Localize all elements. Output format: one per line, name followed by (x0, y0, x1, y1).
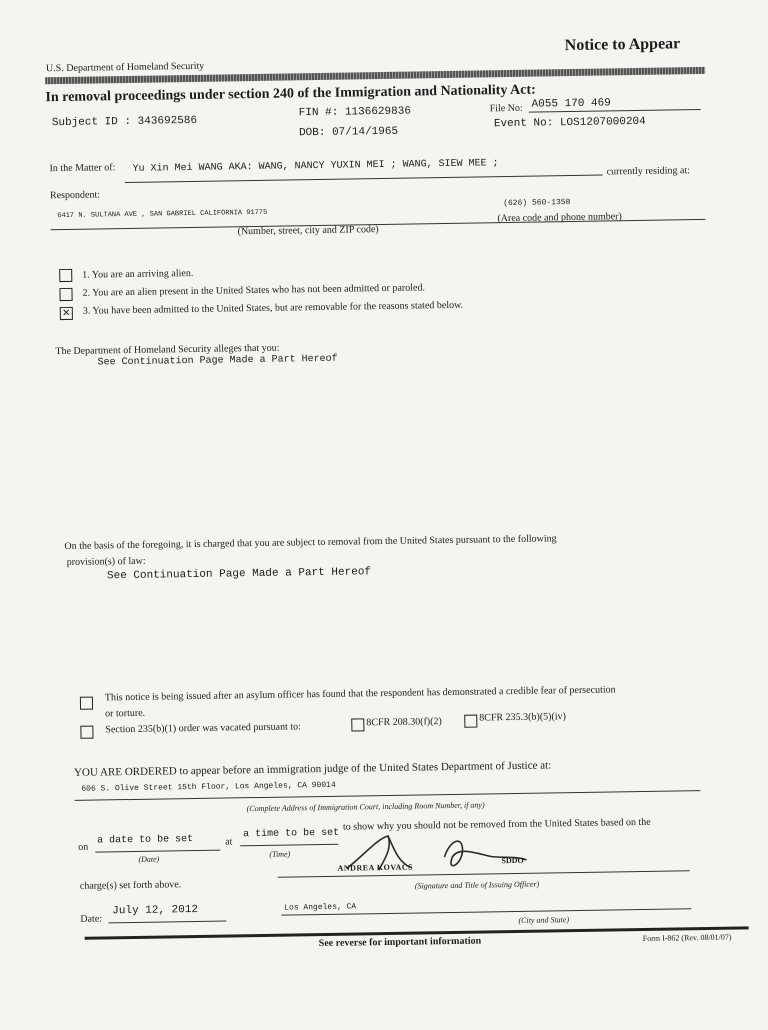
status-checkbox-3[interactable] (60, 307, 73, 320)
date-of-birth: DOB: 07/14/1965 (298, 125, 399, 140)
ordered-rest: to appear before an immigration judge of the United States Department of Justice at: (179, 759, 552, 778)
hearing-date: a date to be set (97, 834, 194, 847)
phone-number: (626) 560-1358 (503, 198, 571, 209)
status-checkbox-1[interactable] (59, 269, 72, 282)
date-line (95, 850, 220, 853)
respondent-name: Yu Xin Mei WANG AKA: WANG, NANCY YUXIN MEI ; WANG, SIEW MEE ; (132, 158, 499, 175)
name-line (125, 175, 603, 184)
asylum-line-2: or torture. (105, 707, 146, 720)
residence-address: 6417 N. SULTANA AVE , SAN GABRIEL CALIFORNIA 91775 (57, 208, 268, 221)
see-reverse-note: See reverse for important information (318, 935, 482, 950)
ordered-bold: YOU ARE ORDERED (73, 765, 177, 779)
form-title: Notice to Appear (564, 35, 681, 55)
court-address: 606 S. Olive Street 15th Floor, Los Angeles, CA 90014 (81, 780, 336, 794)
city-caption: (City and State) (518, 915, 570, 925)
charges-provisions: provision(s) of law: (66, 555, 146, 568)
hearing-time: a time to be set (242, 827, 340, 841)
checked-x-icon: ✕ (62, 307, 71, 320)
status-option-3: 3. You have been admitted to the United States, but are removable for the reasons stated below. (82, 299, 464, 317)
proceedings-heading: In removal proceedings under section 240 of the Immigration and Nationality Act: (45, 82, 536, 106)
charges-intro: On the basis of the foregoing, it is charged that you are subject to removal from the United States pursuant to the following (64, 533, 557, 553)
time-line (240, 844, 338, 847)
on-label: on (78, 841, 89, 853)
issue-date-line (108, 921, 226, 924)
court-caption: (Complete Address of Immigration Court, including Room Number, if any) (246, 800, 485, 814)
date-caption: (Date) (138, 854, 160, 864)
file-no-value: A055 170 469 (531, 97, 611, 111)
at-label: at (225, 836, 233, 848)
section-235-checkbox[interactable] (80, 726, 93, 739)
cfr-208-checkbox[interactable] (351, 718, 364, 731)
matter-label: In the Matter of: (49, 162, 116, 175)
officer-name: ANDREA KOVACS (337, 862, 414, 873)
asylum-line-1: This notice is being issued after an asylum officer has found that the respondent has demonstrated a credible fear of persecution (104, 684, 616, 704)
subject-id: Subject ID : 343692586 (51, 114, 198, 130)
signature-caption: (Signature and Title of Issuing Officer) (414, 879, 540, 891)
status-option-2: 2. You are an alien present in the United States who has not been admitted or paroled. (82, 282, 425, 299)
allegations-intro: The Department of Homeland Security alleges that you: (55, 342, 280, 358)
charges-value: See Continuation Page Made a Part Hereof (106, 566, 372, 583)
phone-caption: (Area code and phone number) (497, 211, 622, 225)
charges-set-forth: charge(s) set forth above. (79, 879, 182, 892)
section-235-text: Section 235(b)(1) order was vacated pursuant to: (105, 721, 301, 736)
event-number: Event No: LOS1207000204 (493, 115, 646, 131)
show-why-text: to show why you should not be removed from the United States based on the (342, 816, 651, 833)
address-caption: (Number, street, city and ZIP code) (237, 224, 379, 238)
issue-city: Los Angeles, CA (284, 902, 357, 913)
issue-date: July 12, 2012 (112, 903, 199, 918)
respondent-label: Respondent: (49, 189, 101, 202)
file-no-label: File No: (489, 102, 523, 115)
ordered-statement (74, 759, 551, 778)
allegations-value: See Continuation Page Made a Part Hereof (97, 353, 338, 369)
residing-label: currently residing at: (606, 165, 691, 178)
date-label: Date: (80, 913, 103, 925)
cfr-208-label: 8CFR 208.30(f)(2) (366, 716, 442, 729)
agency-name: U.S. Department of Homeland Security (45, 60, 205, 75)
status-checkbox-2[interactable] (59, 288, 72, 301)
time-caption: (Time) (269, 849, 291, 859)
officer-title: SDDO (501, 855, 524, 866)
fin-number: FIN #: 1136629836 (298, 105, 412, 120)
cfr-235-checkbox[interactable] (464, 715, 477, 728)
asylum-checkbox[interactable] (80, 697, 93, 710)
form-number: Form I-862 (Rev. 08/01/07) (642, 932, 732, 943)
cfr-235-label: 8CFR 235.3(b)(5)(iv) (479, 711, 566, 724)
status-option-1: 1. You are an arriving alien. (82, 267, 194, 281)
